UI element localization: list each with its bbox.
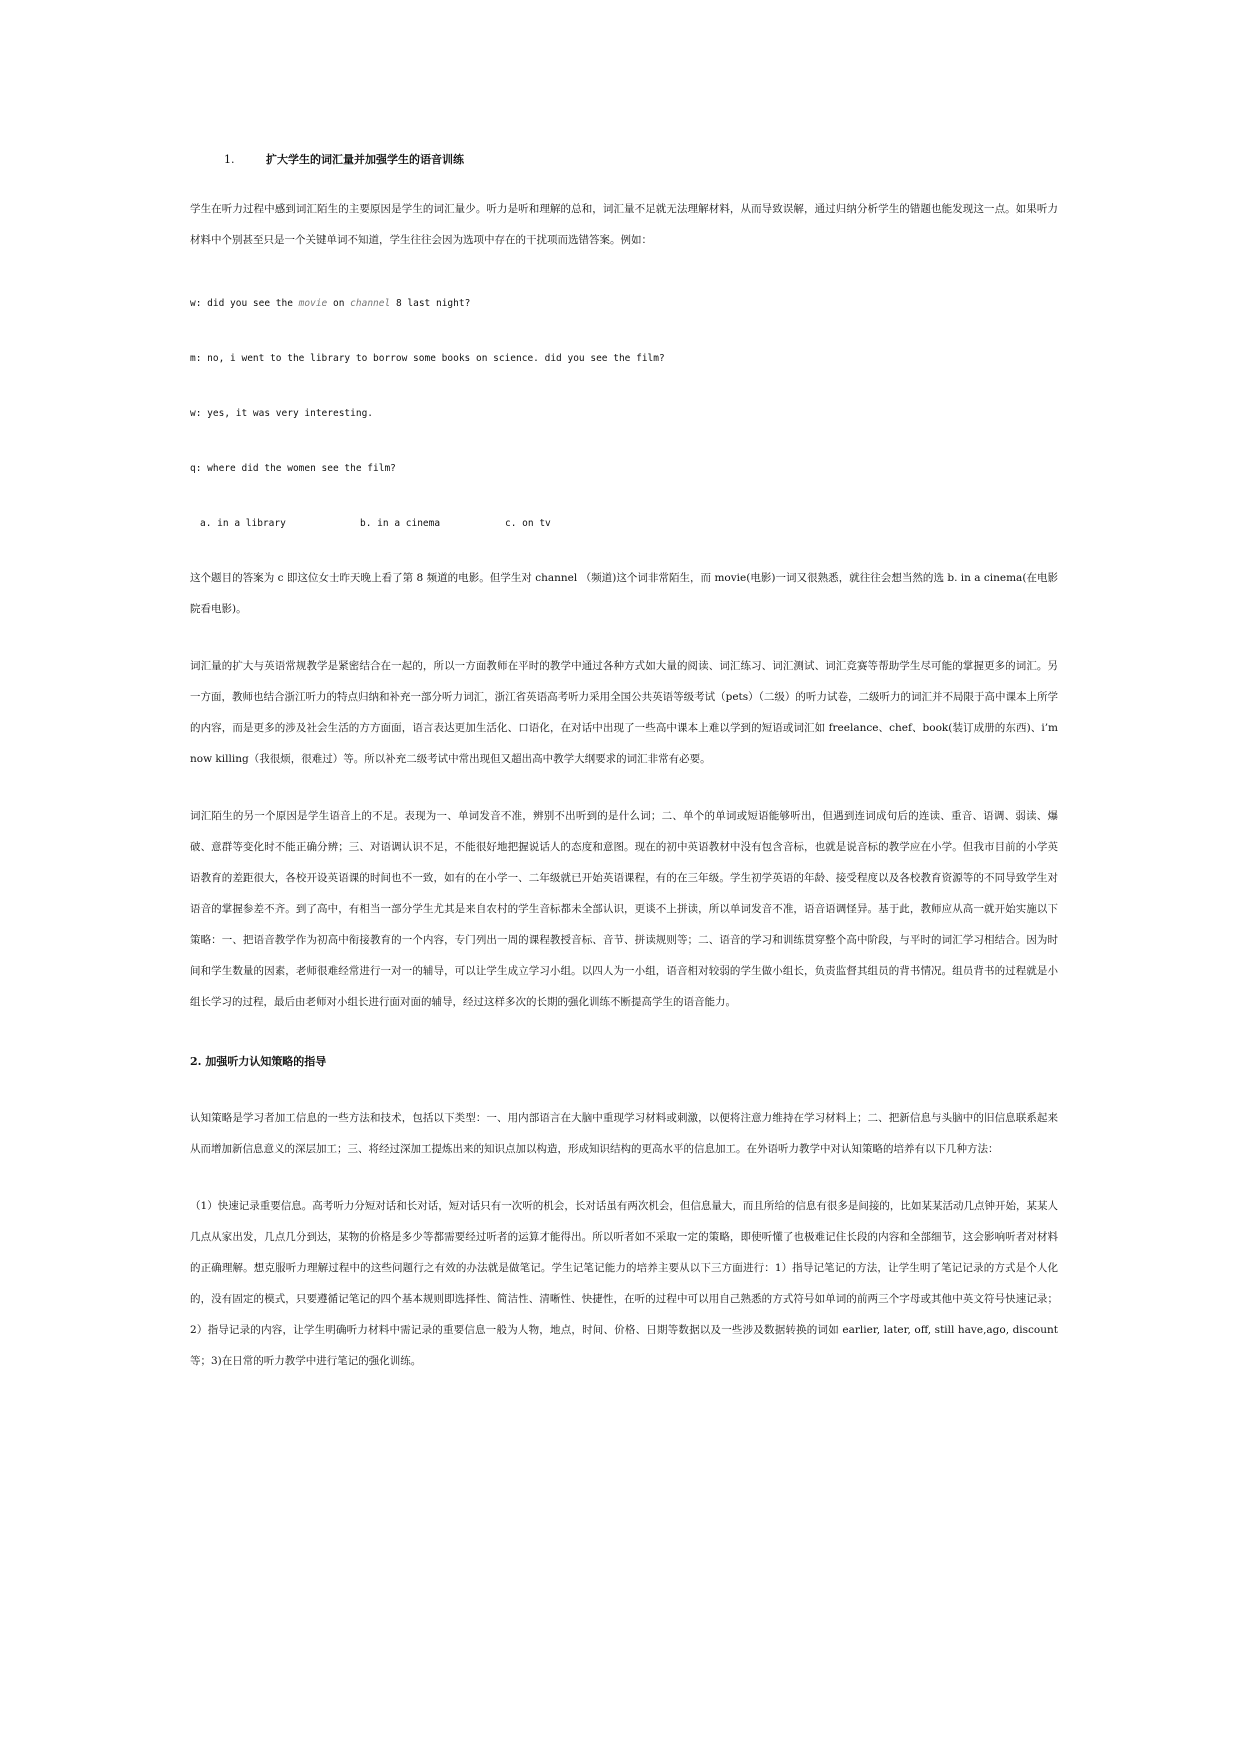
- section2-paragraph-cognitive: 认知策略是学习者加工信息的一些方法和技术，包括以下类型：一、用内部语言在大脑中重现学习材料或刺激，以便将注意力维持在学习材料上；二、把新信息与头脑中的旧信息联系起来从而增加新信息意义的深层加工；三、将经过深加工提炼出来的知识点加以构造，形成知识结构的更高水平的信息加工。在外语听力教学中对认知策略的培养有以下几种方法：: [190, 1112, 1058, 1155]
- section1-title: 扩大学生的词汇量并加强学生的语音训练: [266, 153, 464, 166]
- dialogue-w1-channel: channel: [350, 298, 391, 309]
- option-c: c. on tv: [505, 518, 551, 529]
- dialogue-line-m1: m: no, i went to the library to borrow some books on science. did you see the film?: [190, 353, 665, 364]
- dialogue-line-w1: [190, 288, 1058, 319]
- section1-explanation: 这个题目的答案为 c 即这位女士昨天晚上看了第 8 频道的电影。但学生对 channel （频道)这个词非常陌生，而 movie(电影)一词又很熟悉，就往往会想当然的选 b. in a cinema(在电影院看电影)。: [190, 572, 1058, 615]
- dialogue-line-w2: w: yes, it was very interesting.: [190, 408, 374, 419]
- dialogue-w1-suffix: 8 last night?: [390, 298, 471, 309]
- dialogue-w1-movie: movie: [298, 298, 328, 309]
- answer-options: [190, 508, 1058, 539]
- dialogue-question: q: where did the women see the film?: [190, 463, 396, 474]
- option-a: a. in a library: [200, 518, 286, 529]
- section1-paragraph-pronunciation: 词汇陌生的另一个原因是学生语音上的不足。表现为一、单词发音不准，辨别不出听到的是什么词；二、单个的单词或短语能够听出，但遇到连词成句后的连读、重音、语调、弱读、爆破、意群等变化时不能正确分辨；三、对语调认识不足，不能很好地把握说话人的态度和意图。现在的初中英语教材中没有包含音标，也就是说音标的教学应在小学。但我市目前的小学英语教育的差距很大，各校开设英语课的时间也不一致，如有的在小学一、二年级就已开始英语课程，有的在三年级。学生初学英语的年龄、接受程度以及各校教育资源等的不同导致学生对语音的掌握参差不齐。到了高中，有相当一部分学生尤其是来自农村的学生音标都未全部认识，更谈不上拼读，所以单词发音不准，语音语调怪异。基于此，教师应从高一就开始实施以下策略：一、把语音教学作为初高中衔接教育的一个内容，专门列出一周的课程教授音标、音节、拼读规则等；二、语音的学习和训练贯穿整个高中阶段，与平时的词汇学习相结合。因为时间和学生数量的因素，老师很难经常进行一对一的辅导，可以让学生成立学习小组。以四人为一小组，语音相对较弱的学生做小组长，负责监督其组员的背书情况。组员背书的过程就是小组长学习的过程，最后由老师对小组长进行面对面的辅导，经过这样多次的长期的强化训练不断提高学生的语音能力。: [190, 810, 1058, 1008]
- dialogue-w1-prefix: w: did you see the: [190, 298, 299, 309]
- section2-heading: 2. 加强听力认知策略的指导: [190, 1055, 327, 1068]
- section2-paragraph-notes: （1）快速记录重要信息。高考听力分短对话和长对话，短对话只有一次听的机会，长对话虽有两次机会，但信息量大，而且所给的信息有很多是间接的，比如某某活动几点钟开始，某某人几点从家出发，几点几分到达，某物的价格是多少等都需要经过听者的运算才能得出。所以听者如不采取一定的策略，即使听懂了也极难记住长段的内容和全部细节，这会影响听者对材料的正确理解。想克服听力理解过程中的这些问题行之有效的办法就是做笔记。学生记笔记能力的培养主要从以下三方面进行：1）指导记笔记的方法，让学生明了笔记记录的方式是个人化的，没有固定的模式，只要遵循记笔记的四个基本规则即选择性、简洁性、清晰性、快捷性，在听的过程中可以用自己熟悉的方式符号如单词的前两三个字母或其他中英文符号快速记录；2）指导记录的内容，让学生明确听力材料中需记录的重要信息一般为人物，地点，时间、价格、日期等数据以及一些涉及数据转换的词如 earlier, later, off, still have,ago, discount 等；3)在日常的听力教学中进行笔记的强化训练。: [190, 1200, 1058, 1367]
- document-body: [190, 150, 1058, 1377]
- dialogue-w1-on: on: [327, 298, 351, 309]
- section1-number: 1.: [224, 153, 235, 166]
- option-b: b. in a cinema: [360, 518, 441, 529]
- section1-paragraph-vocabulary: 词汇量的扩大与英语常规教学是紧密结合在一起的，所以一方面教师在平时的教学中通过各种方式如大量的阅读、词汇练习、词汇测试、词汇竞赛等帮助学生尽可能的掌握更多的词汇。另一方面，教师也结合浙江听力的特点归纳和补充一部分听力词汇，浙江省英语高考听力采用全国公共英语等级考试（pets）（二级）的听力试卷，二级听力的词汇并不局限于高中课本上所学的内容，而是更多的涉及社会生活的方方面面，语言表达更加生活化、口语化，在对话中出现了一些高中课本上难以学到的短语或词汇如 freelance、chef、book(装订成册的东西)、i’m now killing（我很烦，很难过）等。所以补充二级考试中常出现但又超出高中教学大纲要求的词汇非常有必要。: [190, 660, 1058, 765]
- section1-intro: 学生在听力过程中感到词汇陌生的主要原因是学生的词汇量少。听力是听和理解的总和，词汇量不足就无法理解材料，从而导致误解，通过归纳分析学生的错题也能发现这一点。如果听力材料中个别甚至只是一个关键单词不知道，学生往往会因为选项中存在的干扰项而选错答案。例如：: [190, 203, 1058, 246]
